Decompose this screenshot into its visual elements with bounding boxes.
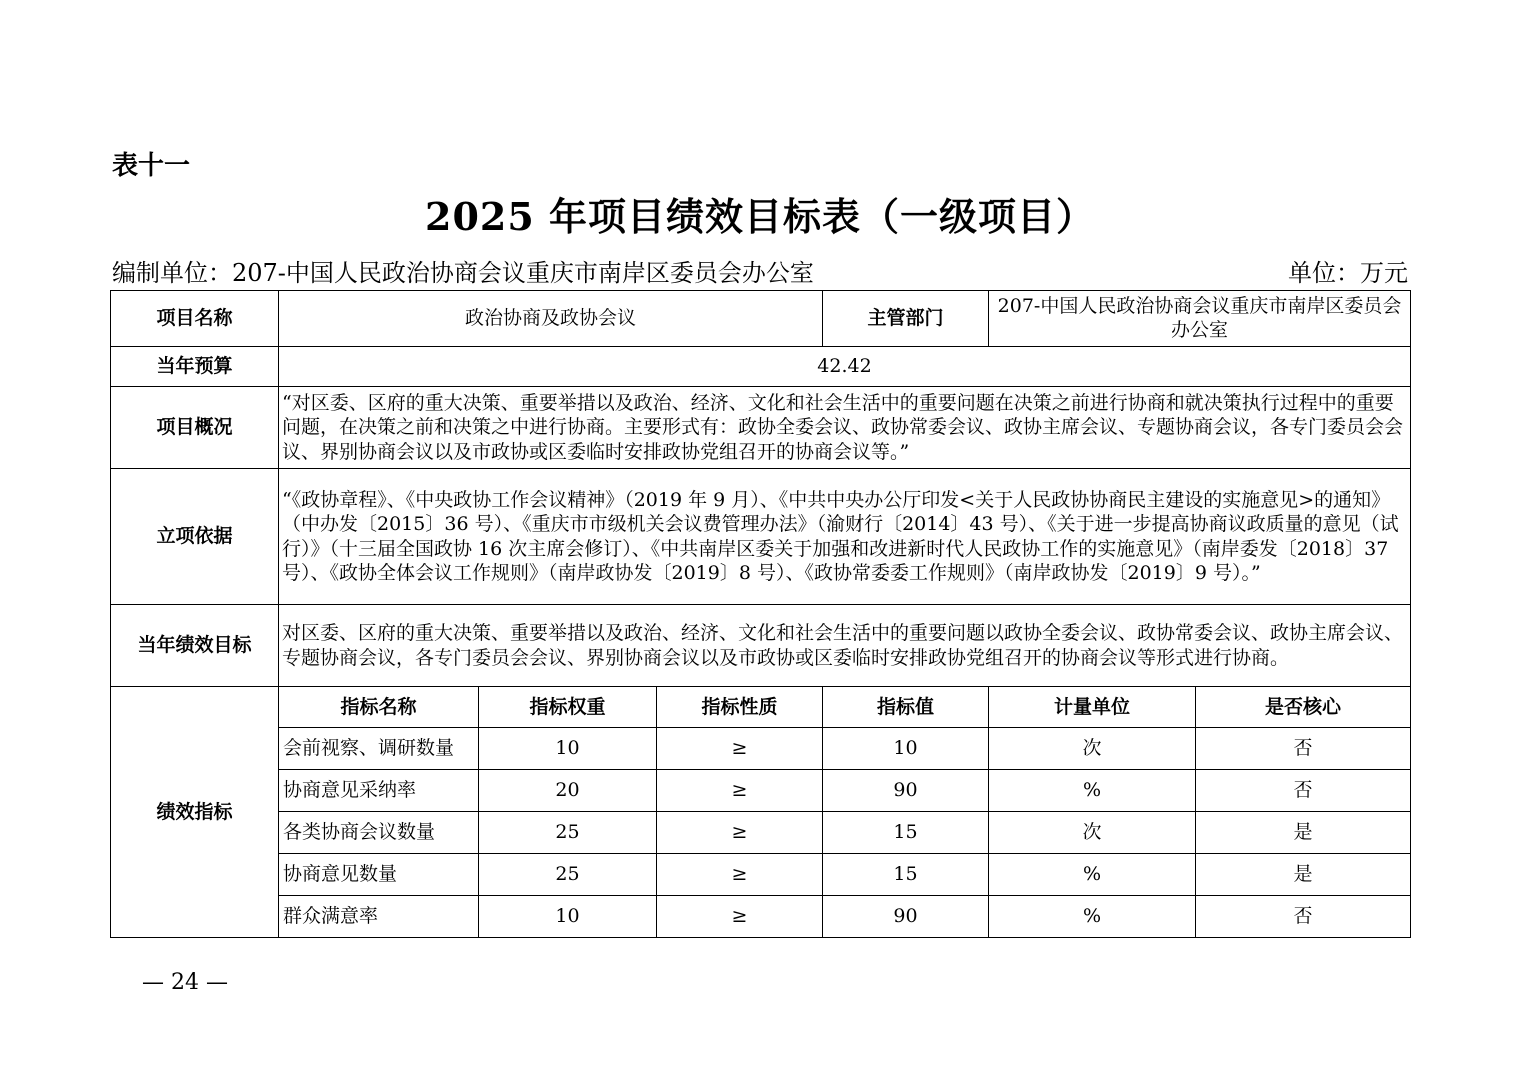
header-indicator-name: 指标名称 (279, 687, 479, 728)
header-indicator-value: 指标值 (823, 687, 989, 728)
org-line: 编制单位：207-中国人民政治协商会议重庆市南岸区委员会办公室 (112, 259, 814, 287)
header-indicator-weight: 指标权重 (479, 687, 657, 728)
indicator-nature: ≥ (657, 812, 823, 854)
indicator-header-row (111, 687, 1411, 728)
indicator-core: 否 (1196, 896, 1411, 938)
page-number: — 24 — (142, 970, 228, 995)
basis-label: 立项依据 (111, 469, 279, 605)
indicator-core: 是 (1196, 812, 1411, 854)
project-name-label: 项目名称 (111, 291, 279, 347)
basis-text: “《政协章程》、《中央政协工作会议精神》（2019 年 9 月）、《中共中央办公厅印发<关于人民政协协商民主建设的实施意见>的通知》（中办发〔2015〕36 号）、《重庆市市级机关会议费管理办法》（渝财行〔2014〕43 号）、《关于进一步提高协商议政质量的意见（试行）》（十三届全国政协 16 次主席会修订）、《中共南岸区委关于加强和改进新时代人民政协工作的实施意见》（南岸委发〔2018〕37 号）、《政协全体会议工作规则》（南岸政协发〔2019〕8 号）、《政协常委委工作规则》（南岸政协发〔2019〕9 号）。” (279, 469, 1411, 605)
indicator-name: 群众满意率 (279, 896, 479, 938)
indicator-weight: 20 (479, 770, 657, 812)
header-indicator-unit: 计量单位 (989, 687, 1196, 728)
indicator-nature: ≥ (657, 896, 823, 938)
indicator-nature: ≥ (657, 854, 823, 896)
table-label: 表十一 (112, 151, 191, 181)
indicator-core: 否 (1196, 770, 1411, 812)
budget-label: 当年预算 (111, 347, 279, 387)
overview-text: “对区委、区府的重大决策、重要举措以及政治、经济、文化和社会生活中的重要问题在决策之前进行协商和就决策执行过程中的重要问题，在决策之前和决策之中进行协商。主要形式有：政协全委会议、政协常委会议、政协主席会议、专题协商会议，各专门委员会会议、界别协商会议以及市政协或区委临时安排政协党组召开的协商会议等。” (279, 387, 1411, 469)
indicator-weight: 10 (479, 728, 657, 770)
header-indicator-core: 是否核心 (1196, 687, 1411, 728)
indicator-value: 15 (823, 812, 989, 854)
table-row (111, 770, 1411, 812)
indicator-weight: 25 (479, 854, 657, 896)
indicator-unit: % (989, 896, 1196, 938)
table-row (111, 854, 1411, 896)
indicator-value: 90 (823, 896, 989, 938)
indicator-value: 90 (823, 770, 989, 812)
overview-label: 项目概况 (111, 387, 279, 469)
indicator-unit: 次 (989, 812, 1196, 854)
indicator-value: 10 (823, 728, 989, 770)
indicator-weight: 10 (479, 896, 657, 938)
indicator-unit: % (989, 854, 1196, 896)
document-title: 2025 年项目绩效目标表（一级项目） (425, 194, 1095, 239)
indicator-name: 协商意见数量 (279, 854, 479, 896)
indicator-core: 否 (1196, 728, 1411, 770)
goal-row (111, 605, 1411, 687)
budget-value: 42.42 (279, 347, 1411, 387)
unit-line: 单位：万元 (1288, 259, 1408, 287)
goal-text: 对区委、区府的重大决策、重要举措以及政治、经济、文化和社会生活中的重要问题以政协全委会议、政协常委会议、政协主席会议、专题协商会议，各专门委员会会议、界别协商会议以及市政协或区委临时安排政协党组召开的协商会议等形式进行协商。 (279, 605, 1411, 687)
indicator-nature: ≥ (657, 770, 823, 812)
meta-line (112, 253, 1408, 288)
indicator-core: 是 (1196, 854, 1411, 896)
table-row (111, 896, 1411, 938)
budget-row (111, 347, 1411, 387)
performance-table (110, 290, 1411, 938)
indicator-nature: ≥ (657, 728, 823, 770)
project-name-row (111, 291, 1411, 347)
indicators-label: 绩效指标 (111, 687, 279, 938)
table-row (111, 812, 1411, 854)
indicator-name: 各类协商会议数量 (279, 812, 479, 854)
indicator-name: 协商意见采纳率 (279, 770, 479, 812)
basis-row (111, 469, 1411, 605)
indicator-unit: 次 (989, 728, 1196, 770)
indicator-value: 15 (823, 854, 989, 896)
header-indicator-nature: 指标性质 (657, 687, 823, 728)
goal-label: 当年绩效目标 (111, 605, 279, 687)
overview-row (111, 387, 1411, 469)
dept-label: 主管部门 (823, 291, 989, 347)
dept-value: 207-中国人民政治协商会议重庆市南岸区委员会办公室 (989, 291, 1411, 347)
indicator-unit: % (989, 770, 1196, 812)
project-name-value: 政治协商及政协会议 (279, 291, 823, 347)
indicator-name: 会前视察、调研数量 (279, 728, 479, 770)
indicator-weight: 25 (479, 812, 657, 854)
table-row (111, 728, 1411, 770)
